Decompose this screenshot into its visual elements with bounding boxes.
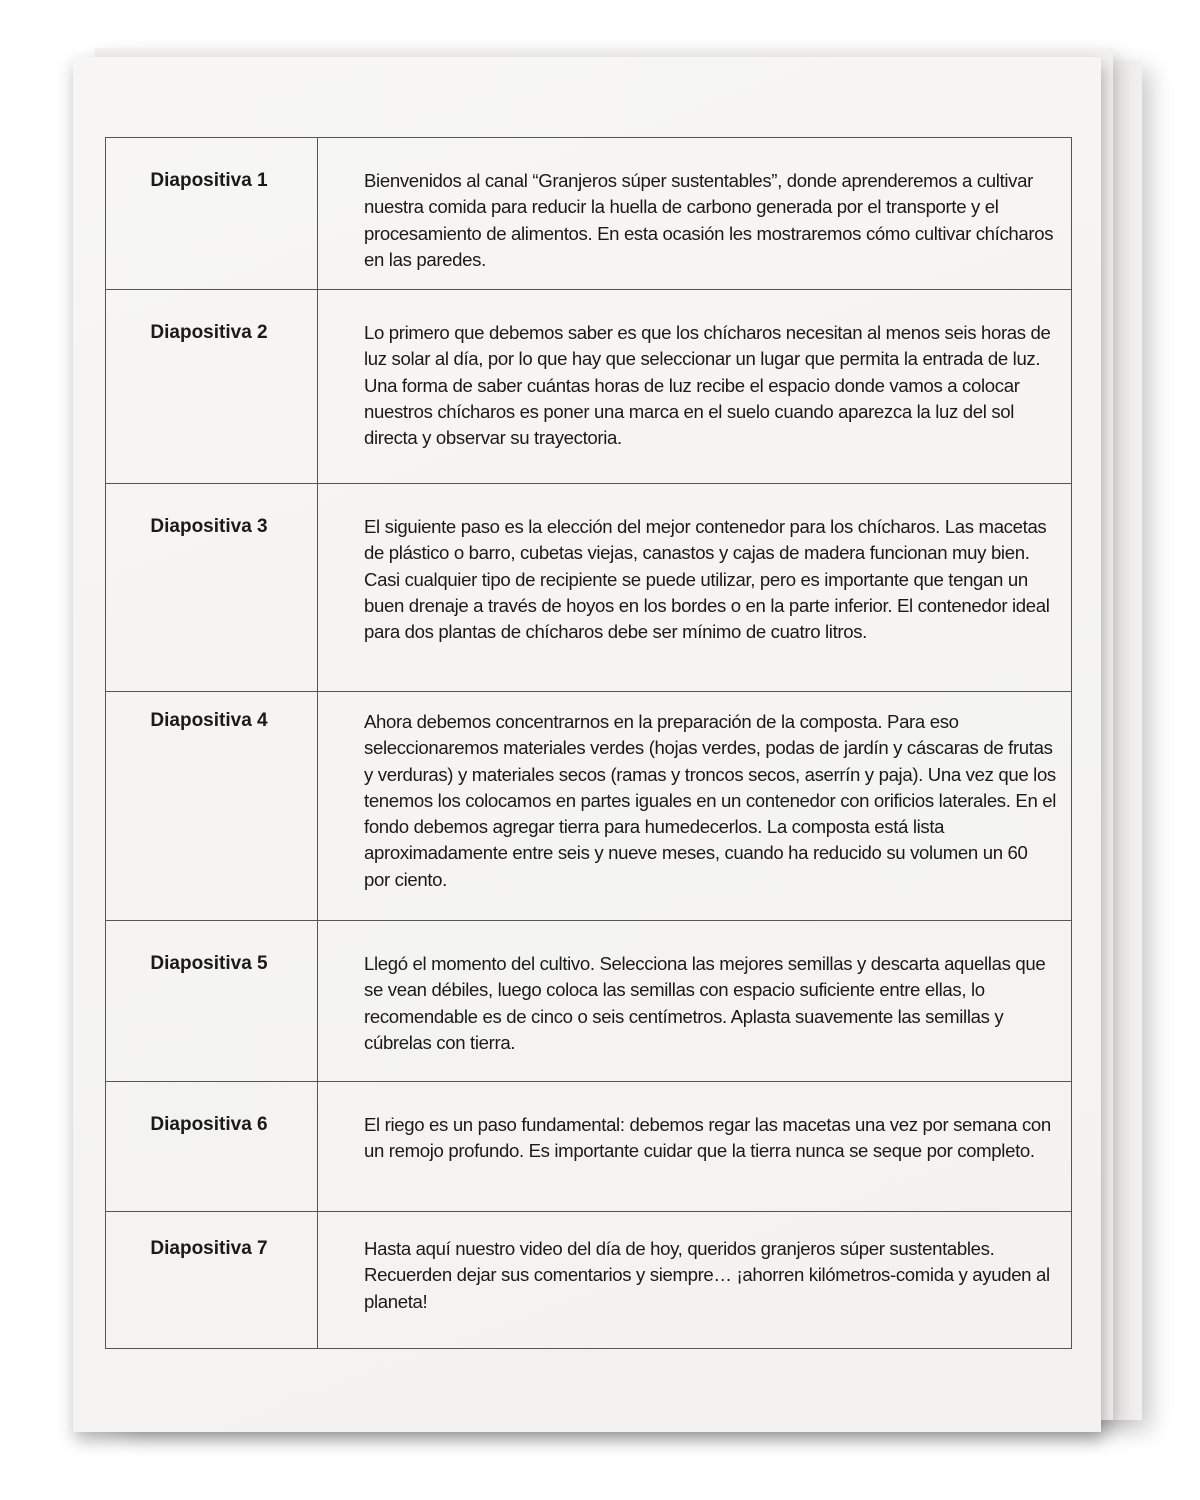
- slide-label: Diapositiva 2: [106, 290, 318, 484]
- table-row: [106, 1082, 1072, 1212]
- slide-label: Diapositiva 3: [106, 484, 318, 692]
- table-row: [106, 138, 1072, 290]
- slide-label: Diapositiva 6: [106, 1082, 318, 1212]
- slide-text: Hasta aquí nuestro video del día de hoy, queridos granjeros súper sustentables. Recuerden dejar sus comentarios y siempre… ¡ahorren kilómetros-comida y ayuden al planeta!: [318, 1212, 1072, 1349]
- table-row: [106, 692, 1072, 921]
- slide-label: Diapositiva 1: [106, 138, 318, 290]
- table-row: [106, 484, 1072, 692]
- slide-text: Bienvenidos al canal “Granjeros súper sustentables”, donde aprenderemos a cultivar nuestra comida para reducir la huella de carbono generada por el transporte y el procesamiento de alimentos. En esta ocasión les mostraremos cómo cultivar chícharos en las paredes.: [318, 138, 1072, 290]
- script-table: [105, 137, 1072, 1349]
- slide-text: Llegó el momento del cultivo. Selecciona las mejores semillas y descarta aquellas que se vean débiles, luego coloca las semillas con espacio suficiente entre ellas, lo recomendable es de cinco o seis centímetros. Aplasta suavemente las semillas y cúbrelas con tierra.: [318, 921, 1072, 1082]
- slide-label: Diapositiva 4: [106, 692, 318, 921]
- table-row: [106, 290, 1072, 484]
- slide-text: Lo primero que debemos saber es que los chícharos necesitan al menos seis horas de luz solar al día, por lo que hay que seleccionar un lugar que permita la entrada de luz. Una forma de saber cuántas horas de luz recibe el espacio donde vamos a colocar nuestros chícharos es poner una marca en el suelo cuando aparezca la luz del sol directa y observar su trayectoria.: [318, 290, 1072, 484]
- slide-text: Ahora debemos concentrarnos en la preparación de la composta. Para eso seleccionaremos materiales verdes (hojas verdes, podas de jardín y cáscaras de frutas y verduras) y materiales secos (ramas y troncos secos, aserrín y paja). Una vez que los tenemos los colocamos en partes iguales en un contenedor con orificios laterales. En el fondo debemos agregar tierra para humedecerlos. La composta está lista aproximadamente entre seis y nueve meses, cuando ha reducido su volumen un 60 por ciento.: [318, 692, 1072, 921]
- table-row: [106, 1212, 1072, 1349]
- table-row: [106, 921, 1072, 1082]
- slide-text: El siguiente paso es la elección del mejor contenedor para los chícharos. Las macetas de plástico o barro, cubetas viejas, canastos y cajas de madera funcionan muy bien. Casi cualquier tipo de recipiente se puede utilizar, pero es importante que tengan un buen drenaje a través de hoyos en los bordes o en la parte inferior. El contenedor ideal para dos plantas de chícharos debe ser mínimo de cuatro litros.: [318, 484, 1072, 692]
- slide-text: El riego es un paso fundamental: debemos regar las macetas una vez por semana con un remojo profundo. Es importante cuidar que la tierra nunca se seque por completo.: [318, 1082, 1072, 1212]
- slide-label: Diapositiva 7: [106, 1212, 318, 1349]
- slide-label: Diapositiva 5: [106, 921, 318, 1082]
